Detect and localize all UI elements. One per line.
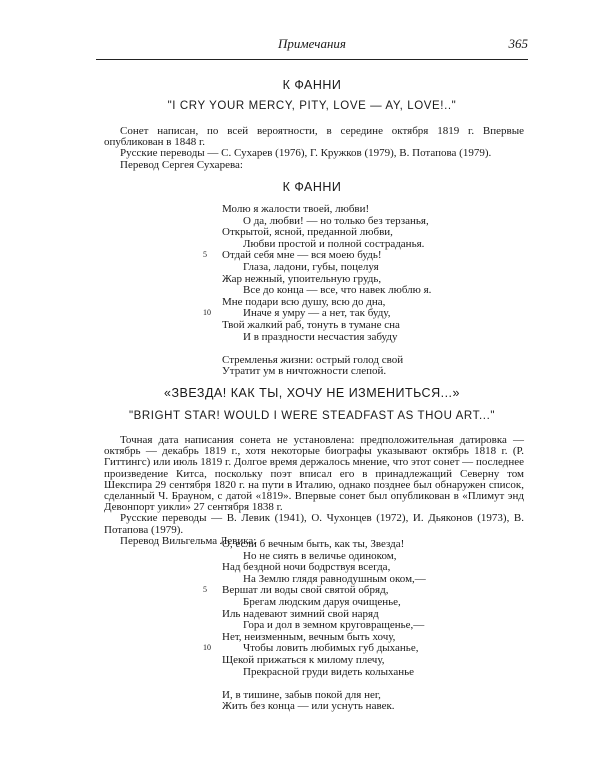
poem-line: Глаза, ладони, губы, поцелуя xyxy=(243,260,379,273)
poem-line: И, в тишине, забыв покой для нег, xyxy=(222,688,381,701)
page-number: 365 xyxy=(508,36,528,51)
poem-line: Прекрасной груди видеть колыханье xyxy=(243,665,415,678)
poem-line-text: Чтобы ловить любимых губ дыханье, xyxy=(243,642,419,655)
poem-line: О да, любви! — но только без терзанья, xyxy=(243,214,429,227)
running-head-title: Примечания xyxy=(278,36,346,51)
poem-line: И в праздности несчастия забуду xyxy=(243,330,398,343)
poem-line: Нет, неизменным, вечным быть хочу, xyxy=(222,630,396,643)
note-paragraph: Русские переводы — В. Левик (1941), О. Чухонцев (1972), И. Дьяконов (1973), В. Потапова (1979). xyxy=(104,512,524,536)
poem-line: Щекой прижаться к милому плечу, xyxy=(222,653,385,666)
poem-line-text: Иначе я умру — а нет, так буду, xyxy=(243,307,391,320)
poem-line: Открытой, ясной, преданной любви, xyxy=(222,226,393,239)
poem-line: Утратит ум в ничтожности слепой. xyxy=(222,365,387,378)
section2-notes xyxy=(104,435,524,547)
line-number: 10 xyxy=(203,643,211,653)
poem-line: Жар нежный, упоительную грудь, xyxy=(222,272,382,285)
stanza-gap xyxy=(222,678,426,690)
note-paragraph: Перевод Сергея Сухарева: xyxy=(120,158,243,171)
poem1 xyxy=(203,203,432,378)
poem-line: Любви простой и полной состраданья. xyxy=(243,237,425,250)
line-number: 10 xyxy=(203,308,211,318)
poem-line: О, если б вечным быть, как ты, Звезда! xyxy=(222,538,405,550)
line-number: 5 xyxy=(203,250,207,260)
section1-notes xyxy=(104,126,524,171)
poem-line: На Землю глядя равнодушным оком,— xyxy=(243,572,426,585)
poem-line: Мне подари всю душу, всю до дна, xyxy=(222,295,386,308)
poem-line: Твой жалкий раб, тонуть в тумане сна xyxy=(222,318,400,331)
poem-line: Над бездной ночи бодрствуя всегда, xyxy=(222,561,391,574)
poem1-title: К ФАННИ xyxy=(282,180,342,194)
poem-line: Стремленья жизни: острый голод свой xyxy=(222,353,404,366)
poem-line: Гора и дол в земном круговращенье,— xyxy=(243,619,425,632)
poem-line: Брегам людским даруя очищенье, xyxy=(243,595,401,608)
poem2 xyxy=(203,538,426,713)
stanza-gap xyxy=(222,343,431,355)
poem-line: Жить без конца — или уснуть навек. xyxy=(222,700,395,713)
poem-line-text: Вершат ли воды свой святой обряд, xyxy=(222,584,389,597)
poem-line: Молю я жалости твоей, любви! xyxy=(222,203,370,215)
section2-subheading: "BRIGHT STAR! WOULD I WERE STEADFAST AS THOU ART..." xyxy=(128,410,496,422)
poem-line: Но не сиять в величье одиноком, xyxy=(243,549,397,562)
poem-line: Все до конца — все, что навек люблю я. xyxy=(243,284,432,297)
note-paragraph: Сонет написан, по всей вероятности, в середине октября 1819 г. Впервые опубликован в 1848 г. xyxy=(104,125,524,149)
section2-heading: «ЗВЕЗДА! КАК ТЫ, ХОЧУ НЕ ИЗМЕНИТЬСЯ...» xyxy=(164,386,460,400)
section1-heading: К ФАННИ xyxy=(282,78,342,92)
note-paragraph: Русские переводы — С. Сухарев (1976), Г. Кружков (1979), В. Потапова (1979). xyxy=(120,147,492,160)
line-number: 5 xyxy=(203,585,207,595)
poem-line-text: Отдай себя мне — вся моею будь! xyxy=(222,249,382,262)
note-paragraph: Точная дата написания сонета не установлена: предположительная датировка — октябрь — декабрь 1819 г., хотя некоторые биографы указывают октябрь 1818 г. (Р. Гиттингс) или июль 1819 г. Долгое время держалось мнение, что этот сонет — последнее произведение Китса, поскольку поэт вписал его в принадлежащий Северну том Шекспира 29 сентября 1820 г. на пути в Италию, однако позднее был обнаружен список, сделанный Ч. Брауном, с датой «1819». Впервые сонет был опубликован в «Плимут энд Девонпорт уикли» 27 сентября 1838 г. xyxy=(104,434,524,514)
running-head xyxy=(96,36,528,54)
poem-line: Иль надевают зимний свой наряд xyxy=(222,607,379,620)
section1-subheading: "I CRY YOUR MERCY, PITY, LOVE — AY, LOVE!.." xyxy=(167,100,457,112)
note-paragraph: Перевод Вильгельма Левика: xyxy=(120,534,257,547)
header-rule xyxy=(96,59,528,60)
